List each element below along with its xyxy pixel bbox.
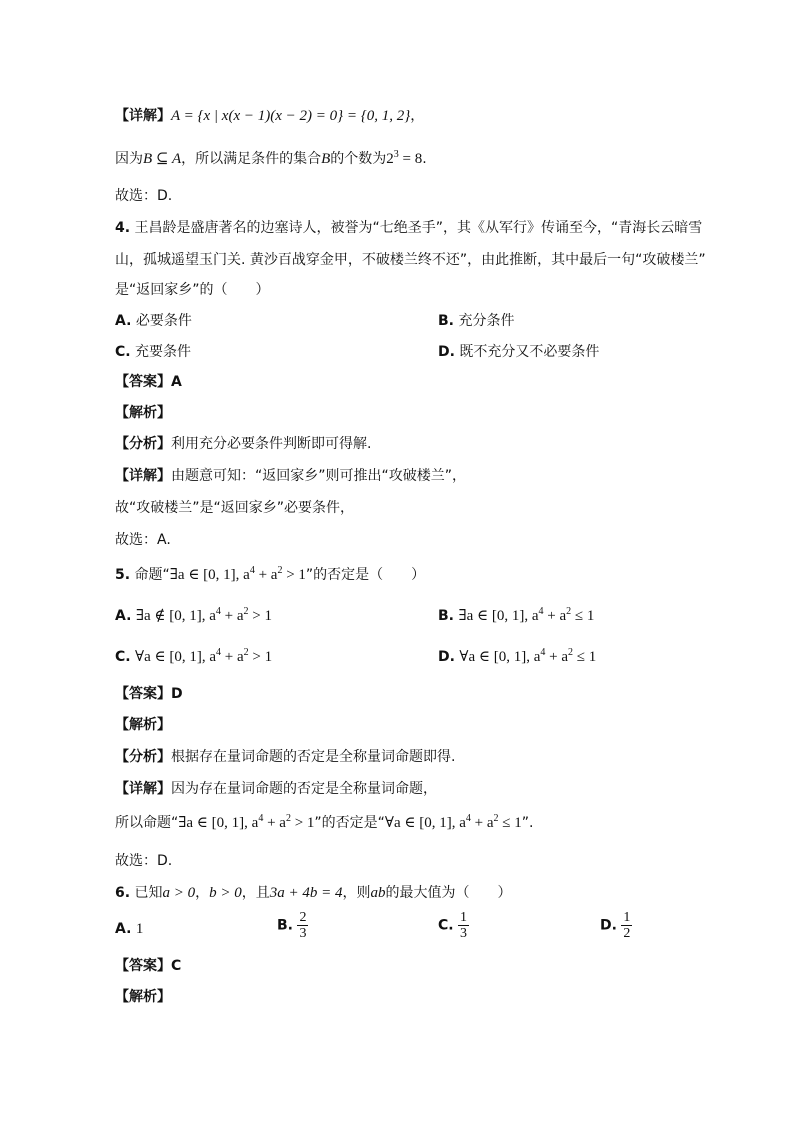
q5-option-b: B. ∃a ∈ [0, 1], $a^4 + a^2 \le 1$ (438, 606, 595, 624)
math-set-a: A = {x | x(x − 1)(x − 2) = 0} = {0, 1, 2} (171, 108, 411, 124)
q4-xiangjie-2: 故“攻破楼兰”是“返回家乡”必要条件， (115, 500, 355, 516)
q6-option-a: A. 1 (115, 921, 144, 937)
q6-analysis-heading: 【解析】 (115, 989, 171, 1005)
q6-stem: 6. 已知a > 0，b > 0，且3a + 4b = 4，则ab的最大值为（ ） (115, 885, 512, 901)
q6-option-c: C. $\frac{1}{3}$ (438, 910, 468, 941)
q5-analysis-heading: 【解析】 (115, 717, 171, 733)
q5-fenxi: 【分析】根据存在量词命题的否定是全称量词命题即得. (115, 749, 456, 765)
q5-option-a: A. ∃a ∉ [0, 1], $a^4 + a^2 > 1$ (115, 606, 273, 624)
q4-number: 4. (115, 220, 131, 236)
q4-stem-2: 山，孤城遥望玉门关. 黄沙百战穿金甲，不破楼兰终不还”，由此推断，其中最后一句“攻破楼兰” (115, 252, 706, 268)
q4-option-c: C. 充要条件 (115, 344, 192, 360)
q5-stem: 5. 命题“∃a ∈ [0, 1], $a^4 + a^2 > 1$”的否定是（ ） (115, 565, 426, 583)
q4-option-a: A. 必要条件 (115, 313, 192, 329)
line-subset-count: 因为B ⊆ A，所以满足条件的集合B的个数为$2^3 = 8$. (115, 149, 427, 167)
q4-analysis-heading: 【解析】 (115, 405, 171, 421)
math-power: $2^3 = 8$ (386, 149, 423, 167)
q4-stem-3: 是“返回家乡”的（ ） (115, 282, 270, 298)
q5-option-d: D. ∀a ∈ [0, 1], $a^4 + a^2 \le 1$ (438, 647, 597, 665)
q4-choose: 故选：A. (115, 532, 171, 548)
q4-xiangjie-1: 【详解】由题意可知：“返回家乡”则可推出“攻破楼兰”， (115, 468, 467, 484)
q4-option-d: D. 既不充分又不必要条件 (438, 344, 600, 360)
q5-option-c: C. ∀a ∈ [0, 1], $a^4 + a^2 > 1$ (115, 647, 273, 665)
q6-option-d: D. $\frac{1}{2}$ (600, 910, 631, 941)
q5-xiangjie-2: 所以命题“∃a ∈ [0, 1], $a^4 + a^2 > 1$”的否定是“∀a ∈ [0, 1], $a^4 + a^2 \le 1$”. (115, 813, 534, 831)
q4-answer: 【答案】A (115, 374, 182, 390)
q6-answer: 【答案】C (115, 958, 182, 974)
line-xiangjie-set-a: 【详解】A = {x | x(x − 1)(x − 2) = 0} = {0, 1, 2}， (115, 108, 425, 124)
line-choose-d: 故选：D. (115, 188, 173, 204)
q4-stem-1: 4. 王昌龄是盛唐著名的边塞诗人，被誉为“七绝圣手”，其《从军行》传诵至今，“青海长云暗雪 (115, 220, 703, 236)
tag-xiangjie: 【详解】 (115, 108, 171, 124)
fraction-two-thirds: $\frac{2}{3}$ (299, 910, 307, 941)
q4-fenxi: 【分析】利用充分必要条件判断即可得解. (115, 436, 372, 452)
q5-number: 5. (115, 567, 131, 583)
q6-number: 6. (115, 885, 131, 901)
math-subset: B ⊆ A (143, 151, 182, 167)
q4-option-b: B. 充分条件 (438, 313, 515, 329)
q5-xiangjie-1: 【详解】因为存在量词命题的否定是全称量词命题， (115, 781, 437, 797)
q5-answer: 【答案】D (115, 686, 183, 702)
q5-choose: 故选：D. (115, 853, 173, 869)
fraction-one-third: $\frac{1}{3}$ (460, 910, 468, 941)
q6-option-b: B. $\frac{2}{3}$ (277, 910, 307, 941)
fraction-one-half: $\frac{1}{2}$ (623, 910, 631, 941)
